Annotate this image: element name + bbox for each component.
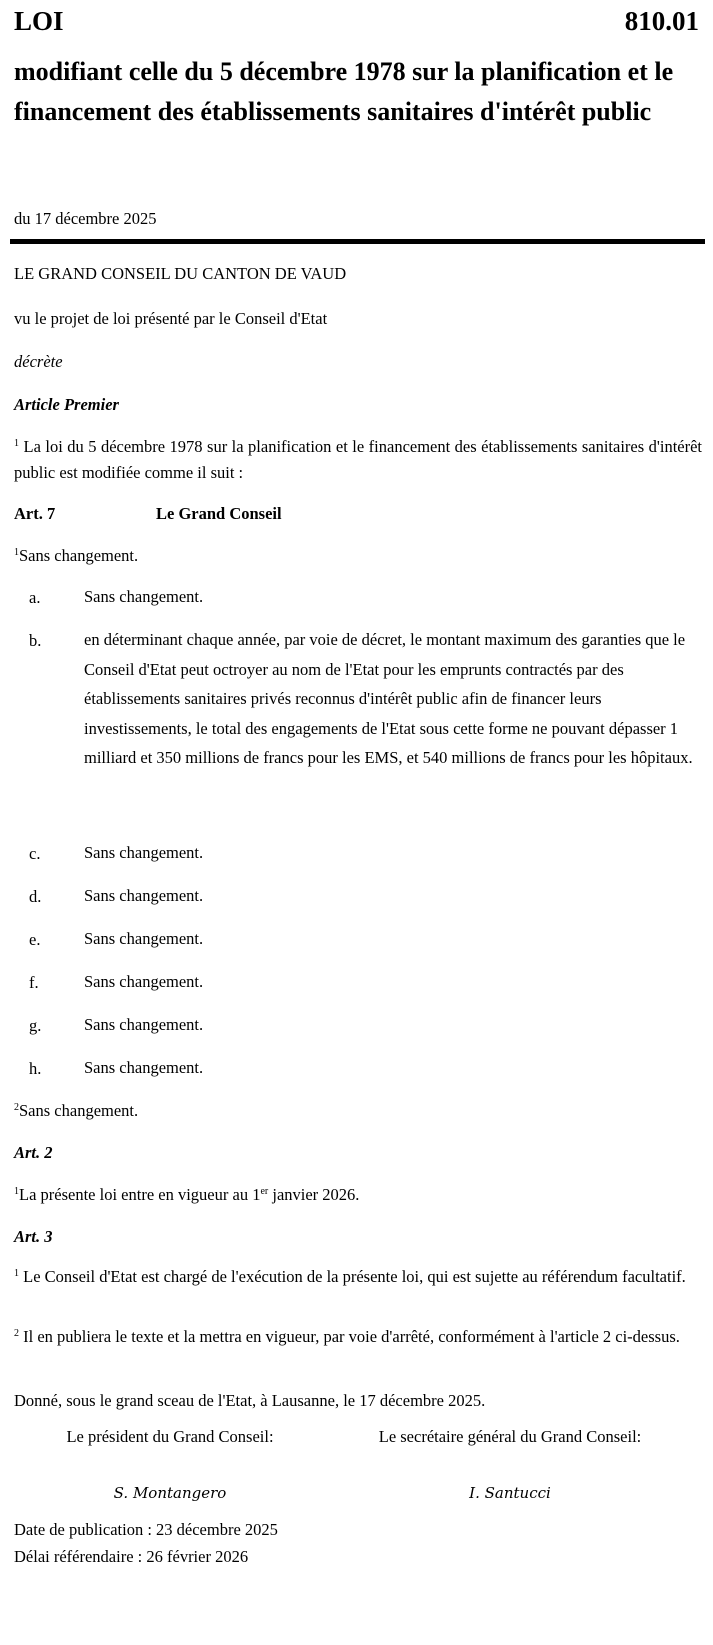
para-number: 1: [14, 1186, 19, 1197]
article-premier-para-1: [14, 434, 702, 486]
para-number: 2: [14, 1328, 19, 1339]
para-number: 1: [14, 547, 19, 558]
president-signature: S. Montangero: [113, 1484, 227, 1502]
secretary-label: Le secrétaire général du Grand Conseil:: [378, 1427, 642, 1446]
publication-date: Date de publication : 23 décembre 2025: [14, 1520, 278, 1539]
list-item-letter: f.: [29, 973, 39, 992]
para-text: Sans changement.: [19, 546, 139, 565]
list-item-text: Sans changement.: [84, 1058, 204, 1077]
list-item-letter: g.: [29, 1016, 42, 1035]
para-text: Le Conseil d'Etat est chargé de l'exécution de la présente loi, qui est sujette au référendum facultatif.: [23, 1267, 686, 1286]
list-item-text: en déterminant chaque année, par voie de décret, le montant maximum des garanties que le Conseil d'Etat peut octroyer au nom de l'Etat pour les emprunts contractés par des établissements sanitaires privés reconnus d'intérêt public afin de financer leurs investissements, le total des engagements de l'Etat sous cette forme ne pouvant dépasser 1 milliard et 350 millions de francs pour les EMS, et 540 millions de francs pour les hôpitaux.: [84, 630, 693, 767]
list-item-letter: d.: [29, 887, 42, 906]
decrees: décrète: [14, 352, 63, 371]
para-number: 1: [14, 438, 19, 449]
list-item-letter: a.: [29, 588, 41, 607]
para-text: La loi du 5 décembre 1978 sur la planification et le financement des établissements sanitaires d'intérêt public est modifiée comme il suit :: [14, 437, 702, 482]
president-label: Le président du Grand Conseil:: [66, 1427, 274, 1446]
art3-heading: Art. 3: [14, 1227, 53, 1246]
secretary-signature: I. Santucci: [469, 1484, 551, 1502]
art7-para-1: [14, 546, 138, 566]
para-text: Sans changement.: [19, 1101, 139, 1120]
list-item-letter: h.: [29, 1059, 42, 1078]
header-divider: [10, 239, 705, 244]
list-item-text: Sans changement.: [84, 929, 204, 948]
list-item-text: Sans changement.: [84, 587, 204, 606]
list-item-text: Sans changement.: [84, 972, 204, 991]
list-item-letter: b.: [29, 631, 42, 650]
authority: LE GRAND CONSEIL DU CANTON DE VAUD: [14, 264, 347, 283]
law-number: 810.01: [624, 6, 699, 36]
para-number: 1: [14, 1268, 19, 1279]
art7-label: Art. 7: [14, 504, 56, 523]
considering: vu le projet de loi présenté par le Conseil d'Etat: [14, 309, 328, 328]
referendum-deadline: Délai référendaire : 26 février 2026: [14, 1547, 249, 1566]
para-number: 2: [14, 1102, 19, 1113]
list-item-letter: e.: [29, 930, 41, 949]
art3-para-2: [14, 1324, 702, 1350]
list-item-text: Sans changement.: [84, 1015, 204, 1034]
list-item-text: Sans changement.: [84, 843, 204, 862]
list-item-text: Sans changement.: [84, 886, 204, 905]
list-item-letter: c.: [29, 844, 41, 863]
art3-para-1: [14, 1264, 702, 1290]
art7-title: Le Grand Conseil: [156, 504, 282, 523]
law-type: LOI: [14, 6, 64, 36]
art2-heading: Art. 2: [14, 1143, 53, 1162]
article-premier-heading: Article Premier: [14, 395, 119, 414]
ordinal-suffix: er: [260, 1186, 269, 1197]
law-date: du 17 décembre 2025: [14, 209, 157, 228]
given-statement: Donné, sous le grand sceau de l'Etat, à Lausanne, le 17 décembre 2025.: [14, 1391, 486, 1410]
law-title: modifiant celle du 5 décembre 1978 sur la planification et le financement des établissements sanitaires d'intérêt public: [14, 57, 674, 126]
para-text: La présente loi entre en vigueur au 1: [19, 1185, 261, 1204]
para-text: Il en publiera le texte et la mettra en vigueur, par voie d'arrêté, conformément à l'article 2 ci-dessus.: [23, 1327, 680, 1346]
art2-para-1: [14, 1185, 359, 1205]
art7-para-2: [14, 1101, 138, 1121]
para-text: janvier 2026.: [268, 1185, 360, 1204]
